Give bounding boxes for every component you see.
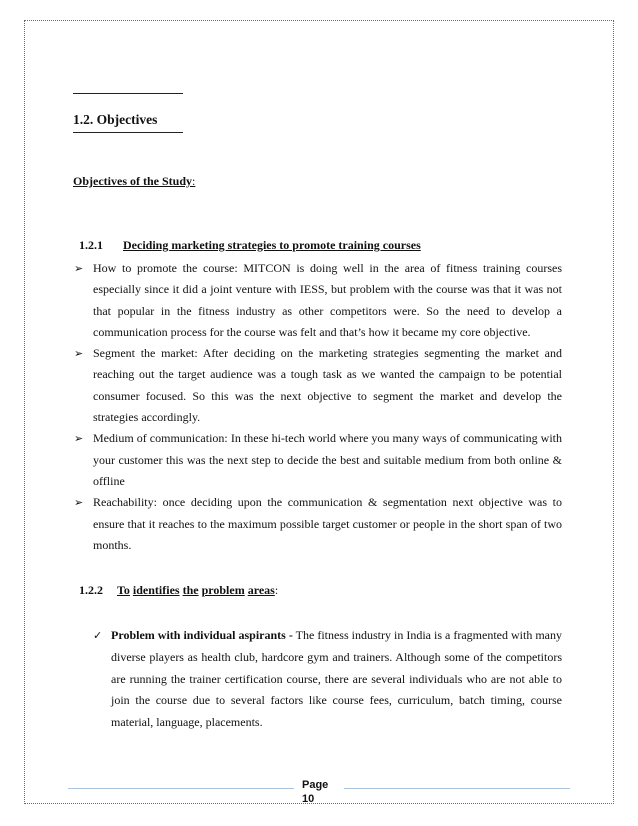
subheading-1-2-2 xyxy=(79,583,278,598)
page-label: Page xyxy=(302,779,329,791)
arrow-bullet-icon: ➢ xyxy=(74,496,84,510)
subheading-1-2-1 xyxy=(79,238,421,253)
bullet-text: Reachability: once deciding upon the communication & segmentation next objective was to ensure that it reaches to the maximum possible target customer or people in the short span of two months. xyxy=(93,495,562,552)
bullet-item xyxy=(74,258,562,343)
problem-check-list xyxy=(93,625,562,734)
arrow-bullet-icon: ➢ xyxy=(74,432,84,446)
subheading-word: problem xyxy=(201,583,245,597)
bullet-item xyxy=(74,492,562,556)
bullet-text: How to promote the course: MITCON is doing well in the area of fitness training courses especially since it did a joint venture with IESS, but problem with the course was that it was not that popular in the fitness industry as other competitors were. So the need to develop a communication process for the course was felt and that’s how it became my core objective. xyxy=(93,261,562,339)
section-heading: 1.2. Objectives xyxy=(73,112,158,127)
bullet-text: Segment the market: After deciding on the marketing strategies segmenting the market and reaching out the target audience was a tough task as we wanted the campaign to be potential consumer focused. So this was the next objective to segment the market and develop the strategies accordingly. xyxy=(93,346,562,425)
bullet-text: Medium of communication: In these hi-tech world where you many ways of communicating with your customer this was the next step to decide the best and suitable medium from both online & offline xyxy=(93,431,562,488)
footer-rule-left xyxy=(68,788,294,789)
subheading-title: Deciding marketing strategies to promote training courses xyxy=(123,238,421,252)
heading-rule-top xyxy=(73,93,183,94)
objectives-title-colon: : xyxy=(192,174,196,188)
subheading-colon: : xyxy=(274,583,279,597)
heading-rule-bottom xyxy=(73,132,183,133)
check-item xyxy=(93,625,562,734)
check-item-text: The fitness industry in India is a fragmented with many diverse players as health club, hardcore gym and trainers. Although some of the competitors are running the trainer certification course, there are several individuals who are not able to join the course due to several factors like course fees, curriculum, batch timing, course material, language, placements. xyxy=(111,628,563,730)
subheading-word: To xyxy=(117,583,130,597)
page-number-label xyxy=(302,778,328,806)
bullet-item xyxy=(74,428,562,492)
subheading-word: the xyxy=(182,583,199,597)
arrow-bullet-icon: ➢ xyxy=(74,262,84,275)
objectives-title-text: Objectives of the Study xyxy=(73,174,192,188)
bullet-item xyxy=(74,343,562,428)
check-item-title: Problem with individual aspirants - xyxy=(111,628,293,642)
check-icon: ✓ xyxy=(93,629,103,642)
objectives-title xyxy=(73,174,195,189)
subheading-number: 1.2.1 xyxy=(79,238,103,252)
subheading-number: 1.2.2 xyxy=(79,583,103,597)
subheading-word: areas xyxy=(247,583,275,597)
subheading-word: identifies xyxy=(132,583,180,597)
arrow-bullet-icon: ➢ xyxy=(74,347,84,361)
objectives-bullet-list xyxy=(74,258,562,556)
page-number: 10 xyxy=(302,793,315,805)
footer-rule-right xyxy=(344,788,570,789)
